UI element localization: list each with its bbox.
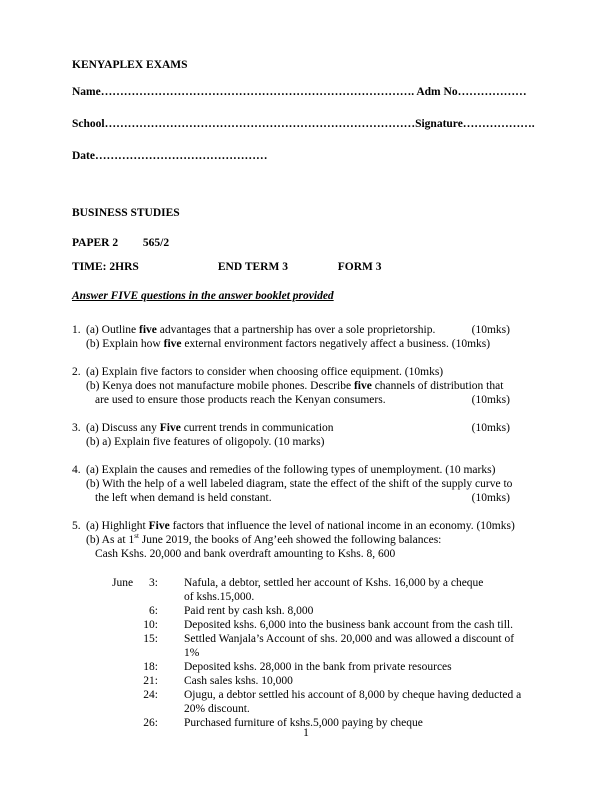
question-5b-text-2: Cash Kshs. 20,000 and bank overdraft amounting to Kshs. 8, 600 xyxy=(95,548,396,560)
question-4b-text-2: the left when demand is held constant. xyxy=(95,492,272,504)
ledger-month-spacer xyxy=(112,674,140,688)
ledger-month-spacer xyxy=(112,618,140,632)
name-adm-fill-line: Name………………………………………………………………………. Adm No……………… xyxy=(72,86,527,98)
question-2 xyxy=(72,365,540,407)
page-content xyxy=(72,58,540,730)
ledger-entry-line: Deposited kshs. 28,000 in the bank from private resources xyxy=(184,661,452,673)
question-3a-marks: (10mks) xyxy=(471,422,510,434)
question-4-number: 4. xyxy=(72,464,81,476)
question-2a-line xyxy=(86,365,540,379)
ledger-day-18: 18: xyxy=(143,661,158,673)
question-1a-line xyxy=(86,323,510,337)
ledger-entry-18 xyxy=(184,660,452,674)
ledger-month-spacer xyxy=(112,688,140,716)
question-2b-text-2: are used to ensure those products reach the Kenyan consumers. xyxy=(95,394,386,406)
form-label: FORM 3 xyxy=(337,261,382,273)
date-fill-line: Date……………………………………… xyxy=(72,150,268,162)
ledger-day-21: 21: xyxy=(143,675,158,687)
ledger-day-6: 6: xyxy=(149,605,158,617)
ledger-entry-line: of kshs.15,000. xyxy=(184,591,255,603)
question-3a-text: (a) Discuss any Five current trends in communication xyxy=(86,422,334,434)
ledger-month-spacer xyxy=(112,632,140,660)
ledger-day-24: 24: xyxy=(143,689,158,701)
ledger-row-june-3 xyxy=(112,576,540,604)
ledger-day-10: 10: xyxy=(143,619,158,631)
question-4b-line-2 xyxy=(86,491,510,505)
question-2b-text-1: (b) Kenya does not manufacture mobile phones. Describe five channels of distribution that xyxy=(86,380,504,392)
question-3b-text: (b) a) Explain five features of oligopoly. (10 marks) xyxy=(86,436,325,448)
ledger-row-june-21 xyxy=(112,674,540,688)
question-5b-text-1: (b) As at 1st June 2019, the books of Ang’eeh showed the following balances: xyxy=(86,532,442,546)
question-3-body xyxy=(86,421,540,449)
question-4b-line-1 xyxy=(86,477,540,491)
question-4b-text-1: (b) With the help of a well labeled diagram, state the effect of the shift of the supply curve to xyxy=(86,478,513,490)
ledger-row-june-24 xyxy=(112,688,540,716)
question-2b-line-1 xyxy=(86,379,540,393)
ledger-entry-24 xyxy=(184,688,521,716)
question-3 xyxy=(72,421,540,449)
ledger-entry-line: Purchased furniture of kshs.5,000 paying by cheque xyxy=(184,717,423,729)
time-line xyxy=(72,260,540,274)
instruction-line: Answer FIVE questions in the answer booklet provided xyxy=(72,290,334,302)
question-5 xyxy=(72,519,540,561)
ledger-entry-3 xyxy=(184,576,483,604)
school-signature-fill-line: School………………………………………………………………………Signature………………. xyxy=(72,118,535,130)
ledger-entry-6 xyxy=(184,604,313,618)
question-4 xyxy=(72,463,540,505)
question-5-body xyxy=(86,519,540,561)
ledger-day-3: 3: xyxy=(149,577,158,589)
term-label: END TERM 3 xyxy=(217,261,288,273)
ledger-entry-line: Deposited kshs. 6,000 into the business bank account from the cash till. xyxy=(184,619,513,631)
question-1b-line xyxy=(86,337,540,351)
question-1-number: 1. xyxy=(72,324,81,336)
ledger-month-label: June xyxy=(112,577,134,589)
question-2b-line-2 xyxy=(86,393,510,407)
paper-label: PAPER 2 xyxy=(72,237,119,249)
question-1b-text: (b) Explain how five external environment factors negatively affect a business. (10mks) xyxy=(86,338,491,350)
question-4-body xyxy=(86,463,540,505)
ledger-row-june-6 xyxy=(112,604,540,618)
question-2-body xyxy=(86,365,540,407)
question-5b-line-2 xyxy=(86,547,540,561)
question-1a-marks: (10mks) xyxy=(471,324,510,336)
question-5a-line xyxy=(86,519,540,533)
ledger-entry-line: Ojugu, a debtor settled his account of 8,000 by cheque having deducted a xyxy=(184,689,522,701)
paper-code: 565/2 xyxy=(142,237,170,249)
ledger-entry-15 xyxy=(184,632,514,660)
question-2-number: 2. xyxy=(72,366,81,378)
question-1 xyxy=(72,323,540,351)
ledger-row-june-18 xyxy=(112,660,540,674)
june-transactions-ledger xyxy=(112,576,540,730)
ledger-month-spacer xyxy=(112,660,140,674)
ledger-entry-line: Settled Wanjala’s Account of shs. 20,000 and was allowed a discount of xyxy=(184,633,515,645)
question-3a-line xyxy=(86,421,510,435)
question-4b-marks: (10mks) xyxy=(471,492,510,504)
question-2a-text: (a) Explain five factors to consider when choosing office equipment. (10mks) xyxy=(86,366,444,378)
question-3b-line xyxy=(86,435,540,449)
time-allowed: TIME: 2HRS xyxy=(72,261,139,273)
page-number: 1 xyxy=(303,727,309,739)
ledger-entry-line: 20% discount. xyxy=(184,703,250,715)
ledger-entry-line: Nafula, a debtor, settled her account of Kshs. 16,000 by a cheque xyxy=(184,577,484,589)
ledger-row-june-15 xyxy=(112,632,540,660)
question-5a-text: (a) Highlight Five factors that influence the level of national income in an economy. (10mks) xyxy=(86,520,515,532)
question-2b-marks: (10mks) xyxy=(471,394,510,406)
ledger-day-26: 26: xyxy=(143,717,158,729)
paper-line xyxy=(72,236,540,250)
question-5b-line-1 xyxy=(86,533,540,547)
ledger-month-spacer xyxy=(112,604,140,618)
question-1a-text: (a) Outline five advantages that a partnership has over a sole proprietorship. xyxy=(86,324,436,336)
subject-title: BUSINESS STUDIES xyxy=(72,207,180,219)
ledger-entry-10 xyxy=(184,618,513,632)
question-4a-line xyxy=(86,463,540,477)
question-3-number: 3. xyxy=(72,422,81,434)
ledger-row-june-10 xyxy=(112,618,540,632)
ledger-entry-line: 1% xyxy=(184,647,200,659)
question-4a-text: (a) Explain the causes and remedies of the following types of unemployment. (10 marks) xyxy=(86,464,496,476)
question-5-number: 5. xyxy=(72,520,81,532)
ledger-day-15: 15: xyxy=(143,633,158,645)
exam-board-title: KENYAPLEX EXAMS xyxy=(72,59,188,71)
ledger-entry-line: Cash sales kshs. 10,000 xyxy=(184,675,293,687)
ledger-entry-21 xyxy=(184,674,293,688)
question-1-body xyxy=(86,323,540,351)
ledger-entry-line: Paid rent by cash ksh. 8,000 xyxy=(184,605,314,617)
